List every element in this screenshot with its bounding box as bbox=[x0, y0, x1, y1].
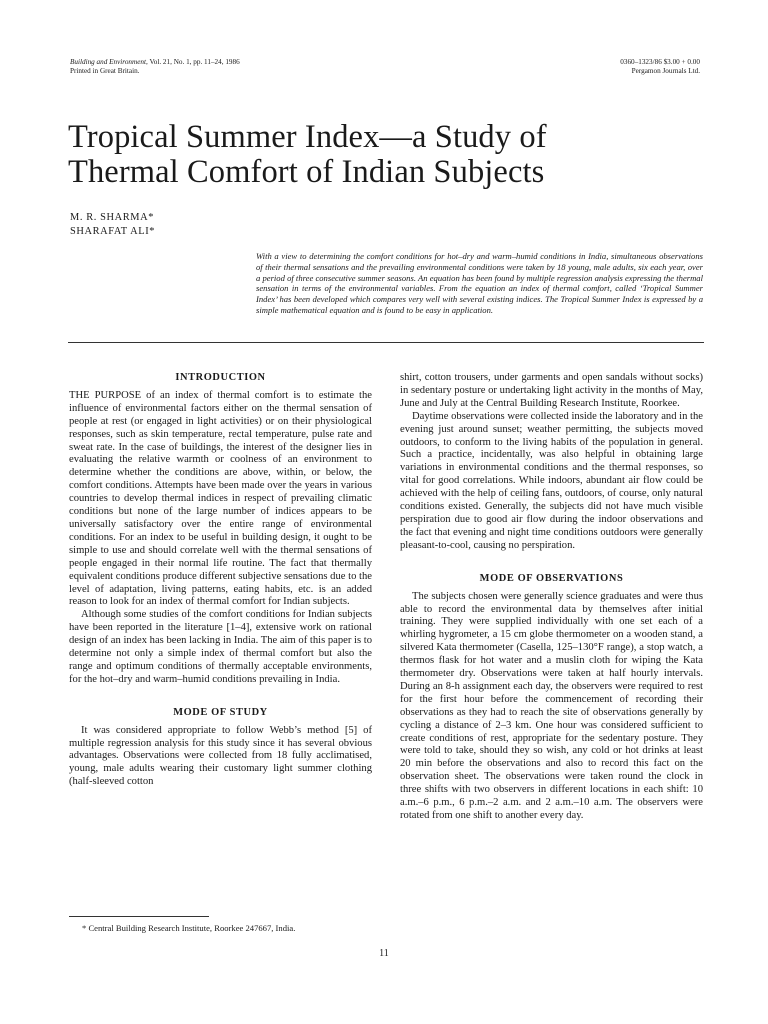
author-list bbox=[70, 211, 155, 239]
left-column bbox=[69, 372, 372, 789]
right-column bbox=[400, 372, 703, 823]
author-1: M. R. SHARMA* bbox=[70, 212, 155, 223]
abstract: With a view to determining the comfort conditions for hot–dry and warm–humid conditions in India, simultaneous observations of their thermal sensations and the prevailing environmental conditions were taken by 18 young, male adults, six each year, over a period of three consecutive summer seasons. An equation has been found by multiple regression analysis expressing the thermal sensation in terms of the environmental variables. From the equation an index of thermal comfort, called ‘Tropical Summer Index’ has been developed which compares very well with several existing indices. The Tropical Summer Index is expressed by a simple mathematical equation and is found to be easy in application. bbox=[256, 251, 703, 315]
journal-citation bbox=[70, 58, 240, 76]
issn-price: 0360–1323/86 $3.00 + 0.00 bbox=[620, 58, 700, 66]
introduction-paragraph-1: THE PURPOSE of an index of thermal comfort is to estimate the influence of environmental factors either on the thermal sensation of people at rest (or engaged in light activities) or on their physiological responses, such as skin temperature, rectal temperature, pulse rate and sweat rate. In the case of buildings, the interest of the designer lies in evaluating the relative warmth or coolness of an environment to determine whether the conditions are above, within, or below, the comfort conditions. Attempts have been made over the years in various countries to develop thermal indices in respect of prevailing climatic conditions but none of the large number of indices appears to be universally satisfactory over the entire range of environmental conditions. For an index to be useful in building design, it ought to be simple to use and should correlate well with the thermal sensations of people engaged in their normal life routine. The fact that thermally equivalent conditions produce different subjective sensations due to the level of adaptation, living patterns, eating habits, etc. is an added reason to look for an index of thermal comfort for Indian subjects. bbox=[69, 389, 372, 608]
footnote: * Central Building Research Institute, Roorkee 247667, India. bbox=[82, 923, 296, 933]
title-line-1: Tropical Summer Index—a Study of bbox=[68, 119, 547, 155]
mode-of-study-paragraph-2: Daytime observations were collected inside the laboratory and in the evening just around sunset; weather permitting, the subjects moved outdoors, to conform to the living habits of the population in general. Such a practice, incidentally, was also helpful in obtaining large variations in environmental conditions and the thermal responses, so vital for good correlations. While indoors, abundant air flow could be achieved with the help of ceiling fans, outdoors, of course, only natural conditions existed. Generally, the subjects did not have much visible perspiration due to good air flow during the indoor observations and the fact that evening and night time conditions outdoors were generally pleasant-to-cool, causing no perspiration. bbox=[400, 410, 703, 551]
mode-of-study-paragraph-1: It was considered appropriate to follow Webb’s method [5] of multiple regression analysis for this study since it has several obvious advantages. Observations were collected from 18 fully acclimatised, young, male adults wearing their customary light summer clothing (half-sleeved cotton bbox=[69, 724, 372, 788]
journal-name: Building and Environment bbox=[70, 58, 146, 66]
mode-of-observations-paragraph-1: The subjects chosen were generally science graduates and were thus able to record the environmental data by themselves after initial training. They were supplied individually with one set each of a whirling hygrometer, a 15 cm globe thermometer on a wooden stand, a silvered Kata thermometer (Casella, 125–130°F range), a stop watch, a thermos flask for hot water and a muslin cloth for wiping the Kata thermometer dry. Observations were taken at half hourly intervals. During an 8-h assignment each day, the observers were required to rest for the first hour before the commencement of recording their observations as they had to reach the site of observations generally by cycling a distance of 2–3 km. One hour was considered sufficient to create conditions of rest, appropriate for the sedentary posture. They were told to take, should they so wish, any cold or hot drinks at least 20 min before the observations and also to record this fact on the observation sheet. The observations were taken round the clock in three shifts with two observers in different locations in each shift: 10 a.m.–6 p.m., 6 p.m.–2 a.m. and 2 a.m.–10 a.m. The observers were rotated from one shift to another every day. bbox=[400, 590, 703, 821]
mode-of-study-paragraph-1-continued: shirt, cotton trousers, under garments and open sandals without socks) in sedentary posture or undertaking light activity in the months of May, June and July at the Central Building Research Institute, Roorkee. bbox=[400, 372, 703, 409]
printed-note: Printed in Great Britain. bbox=[70, 67, 140, 75]
page-number: 11 bbox=[379, 948, 389, 959]
publisher-info bbox=[620, 58, 700, 76]
citation-details: , Vol. 21, No. 1, pp. 11–24, 1986 bbox=[146, 58, 240, 66]
author-2: SHARAFAT ALI* bbox=[70, 226, 156, 237]
introduction-paragraph-2: Although some studies of the comfort conditions for Indian subjects have been reported in the literature [1–4], extensive work on rational design of an index has been lacking in India. The aim of this paper is to determine not only a simple index of thermal comfort but also the range and optimum conditions of thermally acceptable environments, for the hot–dry and warm–humid conditions prevailing in India. bbox=[69, 609, 372, 685]
introduction-heading: INTRODUCTION bbox=[175, 372, 266, 383]
publisher-name: Pergamon Journals Ltd. bbox=[631, 67, 700, 75]
section-divider bbox=[68, 342, 704, 343]
title-line-2: Thermal Comfort of Indian Subjects bbox=[68, 154, 545, 190]
footnote-divider bbox=[69, 916, 209, 917]
mode-of-observations-heading: MODE OF OBSERVATIONS bbox=[479, 572, 624, 584]
paper-title bbox=[68, 120, 708, 190]
mode-of-study-heading: MODE OF STUDY bbox=[173, 706, 268, 718]
